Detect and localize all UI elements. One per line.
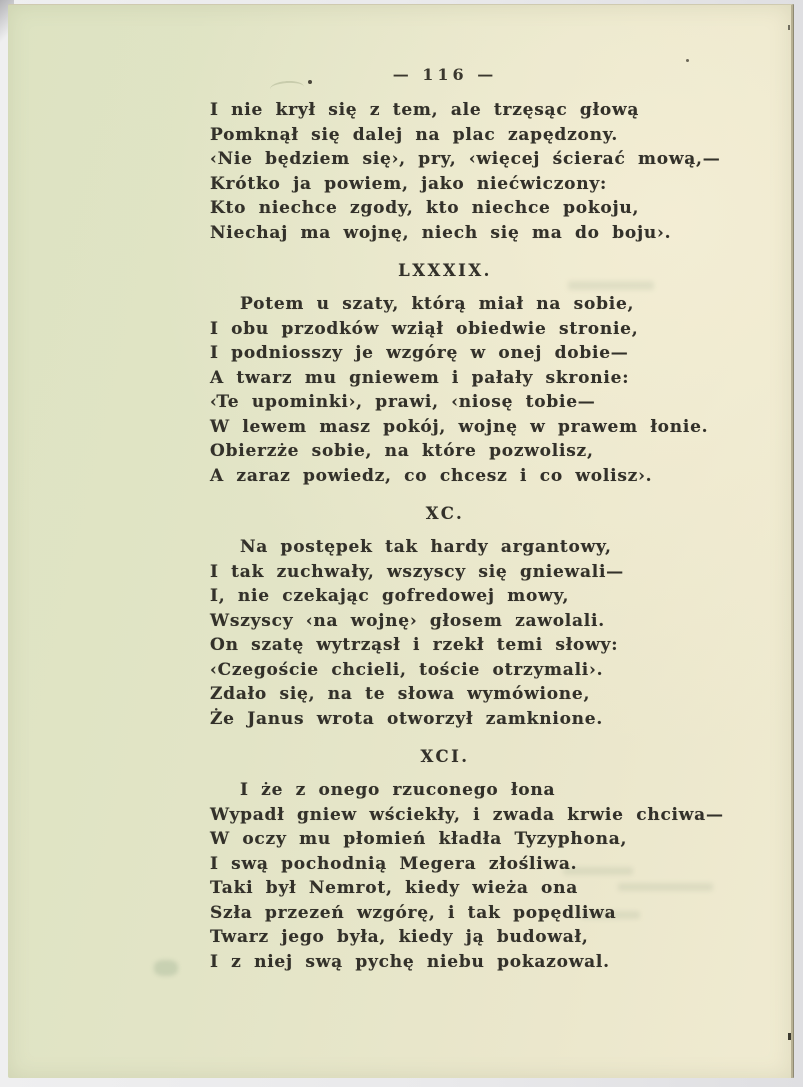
stanza-number-xci: XCI. [420,747,470,766]
poem-line: Twarz jego była, kiedy ją budował, [210,927,589,947]
stanza-continued [210,98,721,245]
poem-line: Taki był Nemrot, kiedy wieża ona [210,878,579,898]
poem-line: Niechaj ma wojnę, niech się ma do boju›. [210,222,672,243]
poem-line: W oczy mu płomień kładła Tyzyphona, [210,829,628,849]
stamp-smudge [154,960,178,976]
poem-line: I swą pochodnią Megera złośliwa. [210,853,578,874]
poem-line: Na postępek tak hardy argantowy, [240,537,612,557]
poem-line: I z niej swą pychę niebu pokazowal. [210,951,610,972]
poem-line: Szła przezeń wzgórę, i tak popędliwa [210,902,617,923]
edge-speck [788,1033,791,1040]
stanza-lxxxix [210,292,709,488]
ink-dot [686,59,689,62]
book-page [8,4,793,1078]
poem-line: I, nie czekając gofredowej mowy, [210,586,570,606]
poem-line: A twarz mu gniewem i pałały skronie: [210,367,630,388]
poem-line: Kto niechce zgody, kto niechce pokoju, [210,198,640,218]
running-head [210,65,680,86]
page-number: — 116 — [392,65,498,84]
poem-line: Wszyscy ‹na wojnę› głosem zawolali. [210,610,605,631]
poem-line: ‹Te upominki›, prawi, ‹niosę tobie— [210,392,596,412]
poem-line: Wypadł gniew wściekły, i zwada krwie chciwa— [210,804,724,825]
poem-line: I podniosszy je wzgórę w onej dobie— [210,343,629,363]
stanza-number-xc: XC. [425,504,465,523]
poem-line: I nie krył się z tem, ale trzęsąc głową [210,100,640,120]
poem-line: Pomknął się dalej na plac zapędzony. [210,124,619,145]
edge-speck [788,25,790,30]
stanza-xci [210,778,724,974]
poem-line: Krótko ja powiem, jako niećwiczony: [210,173,608,194]
page-content [210,65,724,974]
poem-line: A zaraz powiedz, co chcesz i co wolisz›. [210,465,653,486]
poem-line: ‹Nie będziem się›, pry, ‹więcej ścierać mową,— [210,149,721,169]
poem-line: Zdało się, na te słowa wymówione, [210,684,591,704]
poem-line: W lewem masz pokój, wojnę w prawem łonie. [210,416,709,437]
poem-line: ‹Czegoście chcieli, toście otrzymali›. [210,659,604,680]
poem-line: Że Janus wrota otworzył zamknione. [210,708,604,729]
poem-line: Obierzże sobie, na które pozwolisz, [210,441,594,461]
poem-line: I obu przodków wziął obiedwie stronie, [210,318,639,339]
poem-line: Potem u szaty, którą miał na sobie, [240,294,635,314]
poem-line: On szatę wytrząsł i rzekł temi słowy: [210,635,619,655]
stanza-xc [210,535,680,731]
stanza-number-lxxxix: LXXXIX. [398,261,492,280]
poem-line: I tak zuchwały, wszyscy się gniewali— [210,561,624,582]
poem-line: I że z onego rzuconego łona [240,780,556,800]
